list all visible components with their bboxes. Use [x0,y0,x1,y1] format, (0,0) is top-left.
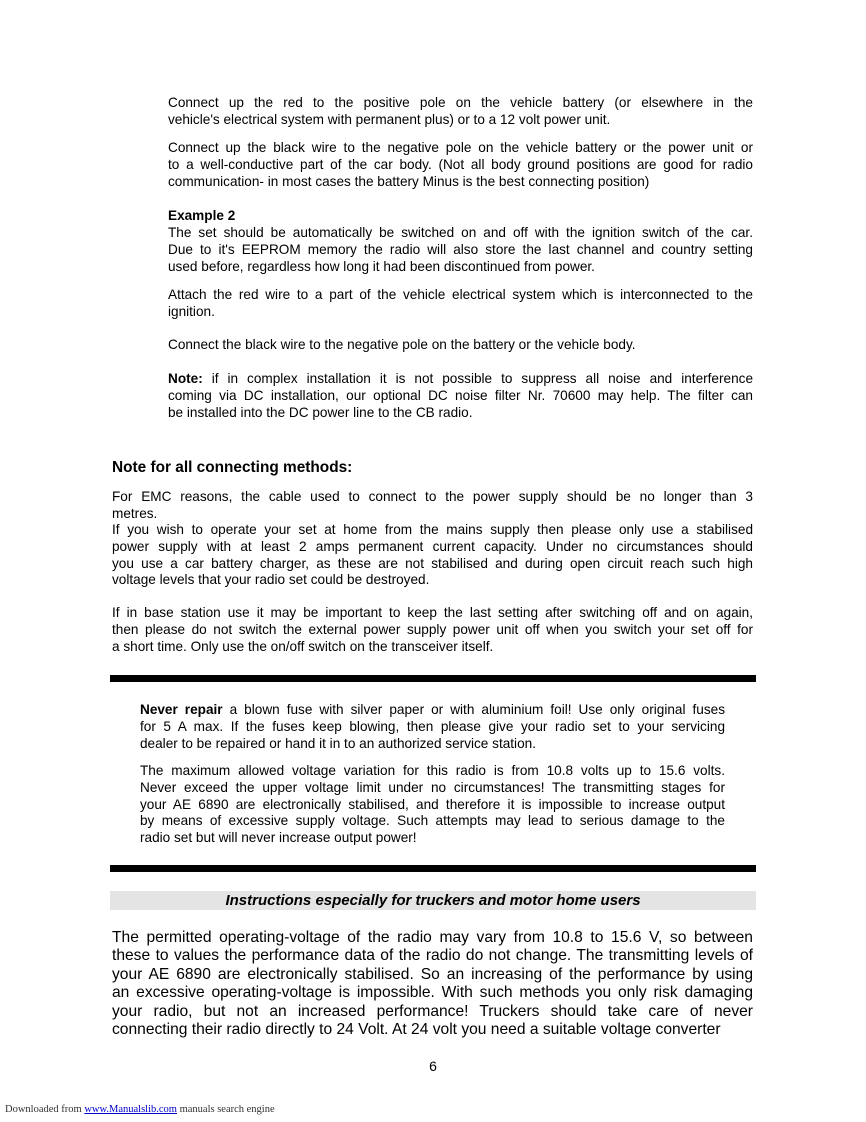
text-line: your AE 6890 are electronically stabilised. So an increasing of the performance by using [112,965,753,983]
paragraph-mains-supply [112,522,753,589]
footer-prefix: Downloaded from [5,1104,85,1115]
text-line: for 5 A max. If the fuses keep blowing, then please give your radio set to your servicing [140,718,725,734]
text-line: be installed into the DC power line to the CB radio. [168,404,473,420]
paragraph-fuse-warning [140,702,725,752]
text-line: For EMC reasons, the cable used to connect to the power supply should be no longer than 3 [112,489,753,504]
connecting-methods-heading: Note for all connecting methods: [112,459,353,476]
text-line: used before, regardless how long it had been discontinued from power. [168,258,595,274]
text-line: a short time. Only use the on/off switch on the transceiver itself. [112,638,494,654]
paragraph-black-wire [168,140,753,190]
download-footer [5,1104,275,1115]
text-line: then please do not switch the external power supply power unit off when you switch your set off for [112,621,753,637]
bold-lead: Note: [168,371,203,386]
line-text: if in complex installation it is not possible to suppress all noise and interference [202,371,753,386]
paragraph-truckers [112,929,753,1039]
text-line: you use a car battery charger, as these are not stabilised and during open circuit reach such high [112,555,753,571]
text-line: If in base station use it may be important to keep the last setting after switching off and on again, [112,605,753,620]
text-line: The permitted operating-voltage of the radio may vary from 10.8 to 15.6 V, so between [112,929,753,946]
paragraph-connect-black-wire [168,337,753,354]
text-line: to a well-conductive part of the car body. (Not all body ground positions are good for radio [168,156,753,172]
paragraph-red-wire [168,95,753,129]
text-line: Attach the red wire to a part of the vehicle electrical system which is interconnected to the [168,287,753,302]
text-line: your AE 6890 are electronically stabilised, and therefore it is impossible to increase output [140,796,725,812]
text-line [168,371,753,388]
text-line: radio set but will never increase output power! [140,830,417,846]
text-line: The set should be automatically be switched on and off with the ignition switch of the car. [168,225,753,240]
paragraph-emc [112,489,753,523]
text-line: communication- in most cases the battery Minus is the best connecting position) [168,173,650,189]
text-line: The maximum allowed voltage variation for this radio is from 10.8 volts up to 15.6 volts. [140,763,725,778]
text-line: by means of excessive supply voltage. Such attempts may lead to serious damage to the [140,813,725,829]
text-line: connecting their radio directly to 24 Volt. At 24 volt you need a suitable voltage converter [112,1021,721,1039]
text-line: Connect up the red to the positive pole on the vehicle battery (or elsewhere in the [168,95,753,110]
text-line: metres. [112,505,158,521]
text-line: voltage levels that your radio set could be destroyed. [112,572,430,588]
line-text: a blown fuse with silver paper or with aluminium foil! Use only original fuses [222,702,725,717]
text-line: dealer to be repaired or hand it in to an authorized service station. [140,735,536,751]
text-line: your radio, but not an increased performance! Truckers should take care of never [112,1002,753,1020]
text-line: coming via DC installation, our optional DC noise filter Nr. 70600 may help. The filter can [168,387,753,403]
warning-top-rule [110,675,756,682]
text-line: Due to it's EEPROM memory the radio will also store the last channel and country setting [168,241,753,257]
bold-lead: Never repair [140,702,223,717]
paragraph-attach-red-wire [168,287,753,321]
truckers-section-heading: Instructions especially for truckers and motor home users [110,891,756,910]
text-line: an excessive operating-voltage is impossible. With such methods you only risk damaging [112,984,753,1002]
text-line [140,702,725,719]
footer-suffix: manuals search engine [176,1104,275,1115]
text-line: Connect up the black wire to the negative pole on the vehicle battery or the power unit or [168,140,753,155]
text-line: Connect the black wire to the negative pole on the battery or the vehicle body. [168,337,636,352]
text-line: Never exceed the upper voltage limit under no circumstances! The transmitting stages for [140,779,725,795]
text-line: ignition. [168,303,215,319]
text-line: vehicle's electrical system with permanent plus) or to a 12 volt power unit. [168,111,611,127]
example-2-heading: Example 2 [168,208,236,223]
text-line: these to values the performance data of the radio do not change. The transmitting levels of [112,947,753,965]
warning-bottom-rule [110,865,756,872]
text-line: If you wish to operate your set at home from the mains supply then please only use a stabilised [112,522,753,537]
paragraph-base-station [112,605,753,655]
page-number: 6 [429,1058,437,1074]
text-line: power supply with at least 2 amps permanent current capacity. Under no circumstances should [112,538,753,554]
manualslib-link[interactable]: www.Manualslib.com [84,1104,177,1115]
paragraph-voltage-warning [140,763,725,847]
paragraph-ignition-switch [168,225,753,275]
paragraph-noise-note [168,371,753,421]
